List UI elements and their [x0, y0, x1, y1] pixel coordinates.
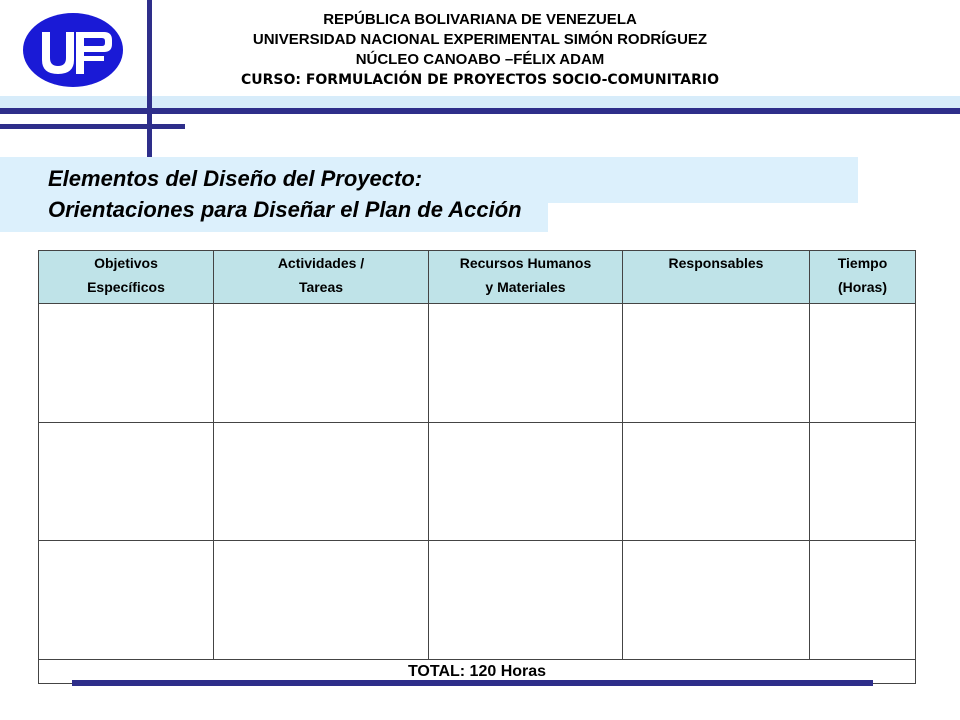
header-line-1: REPÚBLICA BOLIVARIANA DE VENEZUELA — [323, 11, 637, 28]
table-cell[interactable] — [214, 541, 429, 660]
bottom-rule — [72, 680, 873, 686]
table-cell[interactable] — [429, 304, 623, 423]
column-header: Tiempo (Horas) — [810, 251, 916, 304]
table-cell[interactable] — [214, 422, 429, 541]
table-cell[interactable] — [810, 304, 916, 423]
column-header: Actividades / Tareas — [214, 251, 429, 304]
table-cell[interactable] — [623, 304, 810, 423]
table-header-row — [39, 251, 916, 304]
column-header: Responsables — [623, 251, 810, 304]
table-row — [39, 541, 916, 660]
short-rule — [0, 124, 185, 129]
column-header: Objetivos Específicos — [39, 251, 214, 304]
table-cell[interactable] — [39, 541, 214, 660]
table-cell[interactable] — [429, 422, 623, 541]
action-plan-table — [38, 250, 916, 684]
header-rule — [0, 108, 960, 114]
table-cell[interactable] — [623, 541, 810, 660]
header-line-3: NÚCLEO CANOABO –FÉLIX ADAM — [355, 51, 605, 68]
table-cell[interactable] — [623, 422, 810, 541]
course-title: CURSO: FORMULACIÓN DE PROYECTOS SOCIO-COMUNITARIO — [240, 72, 720, 88]
section-title-line-2: Orientaciones para Diseñar el Plan de Acción — [48, 197, 522, 222]
table-cell[interactable] — [214, 304, 429, 423]
table-cell[interactable] — [810, 541, 916, 660]
vertical-rule — [147, 0, 152, 162]
table-cell[interactable] — [39, 422, 214, 541]
header-line-2: UNIVERSIDAD NACIONAL EXPERIMENTAL SIMÓN RODRÍGUEZ — [252, 31, 708, 48]
university-logo-icon — [20, 10, 126, 90]
section-title-line-1: Elementos del Diseño del Proyecto: — [48, 166, 423, 191]
table-cell[interactable] — [810, 422, 916, 541]
table-row — [39, 422, 916, 541]
total-hours: TOTAL: 120 Horas — [39, 660, 916, 684]
section-title — [48, 163, 522, 225]
table-cell[interactable] — [39, 304, 214, 423]
table-row — [39, 304, 916, 423]
institution-header — [170, 10, 790, 90]
table-cell[interactable] — [429, 541, 623, 660]
column-header: Recursos Humanos y Materiales — [429, 251, 623, 304]
